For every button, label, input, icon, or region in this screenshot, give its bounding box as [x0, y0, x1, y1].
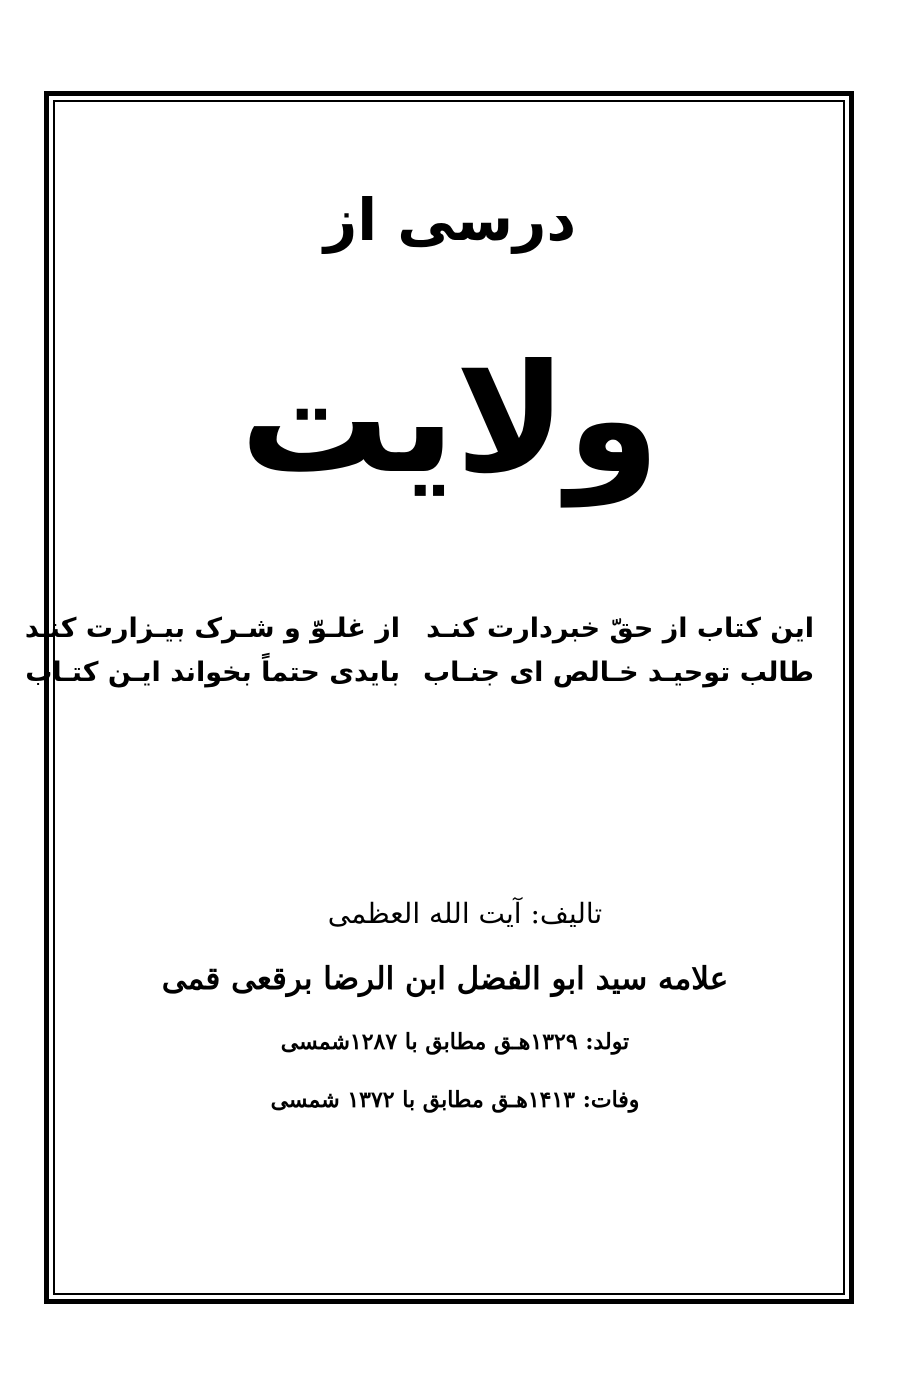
birth-date-line: تولد: ۱۳۲۹هـ‍ق مطابق با ۱۲۸۷شمسی [280, 1029, 630, 1055]
poem-left-column [24, 608, 400, 696]
cover-subtitle: درسی از [323, 186, 577, 254]
poem-line: طالب توحیـد خـالص ای جنـاب [422, 657, 814, 688]
poem-line: این کتاب از حقّ خبردارت کنـد [426, 613, 814, 644]
poem-line: از غلـوّ و شـرک بیـزارت کنـد [24, 613, 400, 644]
cover-title: ولایت [239, 333, 661, 507]
author-name: علامه سید ابو الفضل ابن الرضا برقعی قمی [161, 961, 729, 997]
author-label: تالیف: آیت الله العظمی [327, 897, 603, 930]
poem-line: بایدی حتماً بخواند ایـن کتـاب [25, 657, 400, 688]
death-date-line: وفات: ۱۴۱۳هـ‍ق مطابق با ۱۳۷۲ شمسی [270, 1087, 640, 1113]
poem-right-column [422, 608, 814, 696]
